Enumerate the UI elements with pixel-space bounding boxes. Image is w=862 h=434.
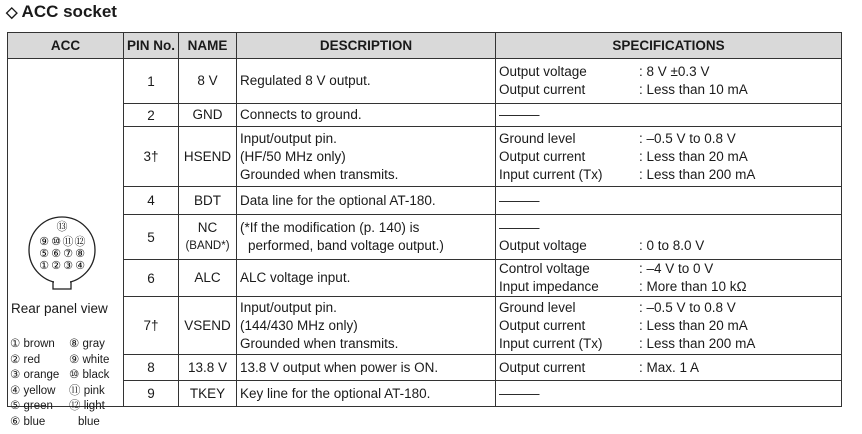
table-row (8, 260, 842, 297)
pin-specifications: Output voltage : 8 V ±0.3 V Output current : Less than 10 mA (496, 59, 842, 104)
pin-number: 8 (124, 355, 179, 381)
legend-item: ⑤ green (10, 400, 53, 412)
legend-item: ① brown (10, 338, 55, 350)
pin-name: TKEY (179, 381, 237, 407)
legend-item: ⑪ pink (69, 384, 105, 397)
connector-pin-label: ⑦ (63, 247, 73, 260)
pin-number: 4 (124, 187, 179, 215)
table-row (8, 215, 842, 260)
legend-row (10, 353, 128, 369)
pin-name: VSEND (179, 297, 237, 355)
table-row (8, 187, 842, 215)
header-row (8, 33, 842, 59)
legend-item: ⑫ light (69, 400, 105, 412)
connector-pin-label: ① (39, 259, 49, 272)
table-row (8, 355, 842, 381)
pin-specifications: Output current : Max. 1 A (496, 355, 842, 381)
pin-specifications: Ground level : –0.5 V to 0.8 V Output current : Less than 20 mA Input current (Tx) : Less than 200 mA (496, 127, 842, 187)
legend-row (10, 384, 128, 400)
header-acc: ACC (8, 33, 124, 59)
legend-item: ⑧ gray (69, 338, 105, 350)
pin-number: 3† (124, 127, 179, 187)
legend-item: blue (78, 415, 100, 428)
pin-description: (*If the modification (p. 140) is performed, band voltage output.) (237, 215, 496, 260)
legend-item: ⑨ white (69, 353, 110, 366)
legend-item: ② red (10, 353, 41, 366)
connector-pin-label: ② (51, 259, 61, 272)
pin-description: 13.8 V output when power is ON. (237, 355, 496, 381)
pin-number: 9 (124, 381, 179, 407)
pin-number: 1 (124, 59, 179, 104)
connector-pin-label: ⑨ (39, 235, 49, 248)
connector-pin-label: ⑤ (39, 247, 49, 260)
pin-name: 13.8 V (179, 355, 237, 381)
legend-row (10, 399, 128, 415)
section-title (6, 2, 117, 22)
rear-panel-view-caption: Rear panel view (11, 301, 108, 316)
pin-description: Input/output pin. (144/430 MHz only) Grounded when transmits. (237, 297, 496, 355)
acc-connector-cell (8, 59, 124, 428)
pin-specifications: ——— (496, 381, 842, 407)
pin-number: 7† (124, 297, 179, 355)
header-name: NAME (179, 33, 237, 59)
table-row (8, 104, 842, 127)
table-row (8, 381, 842, 407)
legend-item: ④ yellow (10, 384, 56, 397)
pin-number: 6 (124, 260, 179, 297)
legend-row (10, 368, 128, 384)
pin-description: ALC voltage input. (237, 260, 496, 297)
pin-number: 2 (124, 104, 179, 127)
connector-pin-label: ⑫ (74, 235, 86, 248)
header-pin: PIN No. (124, 33, 179, 59)
table-row (8, 127, 842, 187)
pin-description: Key line for the optional AT-180. (237, 381, 496, 407)
pin-name: GND (179, 104, 237, 127)
wire-color-legend (10, 337, 128, 430)
pin-name: 8 V (179, 59, 237, 104)
pin-specifications: Control voltage : –4 V to 0 V Input impedance : More than 10 kΩ (496, 260, 842, 297)
pin-specifications: Ground level : –0.5 V to 0.8 V Output current : Less than 20 mA Input current (Tx) : Less than 200 mA (496, 297, 842, 355)
table-row (8, 59, 842, 104)
legend-item: ③ orange (10, 369, 60, 381)
connector-pin-label: ⑩ (51, 235, 61, 248)
header-specifications: SPECIFICATIONS (496, 33, 842, 59)
legend-item: ⑥ blue (10, 415, 46, 428)
connector-pin-label: ③ (63, 259, 73, 272)
pin-description: Input/output pin. (HF/50 MHz only) Grounded when transmits. (237, 127, 496, 187)
pin-specifications: ——— Output voltage : 0 to 8.0 V (496, 215, 842, 260)
table-row (8, 297, 842, 355)
pin-name: BDT (179, 187, 237, 215)
legend-row (10, 337, 128, 353)
header-description: DESCRIPTION (237, 33, 496, 59)
pin-description: Regulated 8 V output. (237, 59, 496, 104)
pin-name: ALC (179, 260, 237, 297)
acc-pin-table (7, 32, 842, 428)
pin-name: HSEND (179, 127, 237, 187)
connector-pin-label: ④ (75, 259, 85, 272)
legend-row (10, 415, 128, 431)
pin-number: 5 (124, 215, 179, 260)
connector-pin-label: ⑬ (56, 220, 68, 233)
pin-name: NC (BAND*) (179, 215, 237, 260)
legend-item: ⑩ black (69, 369, 110, 381)
connector-pin-label: ⑪ (62, 235, 74, 248)
acc-connector-diagram (22, 214, 108, 294)
pin-description: Data line for the optional AT-180. (237, 187, 496, 215)
pin-specifications: ——— (496, 104, 842, 127)
pin-description: Connects to ground. (237, 104, 496, 127)
pin-specifications: ——— (496, 187, 842, 215)
connector-pin-label: ⑧ (75, 247, 85, 260)
section-title-text: ACC socket (21, 2, 117, 21)
connector-pin-label: ⑥ (51, 247, 61, 260)
diamond-icon: ◇ (6, 3, 18, 21)
